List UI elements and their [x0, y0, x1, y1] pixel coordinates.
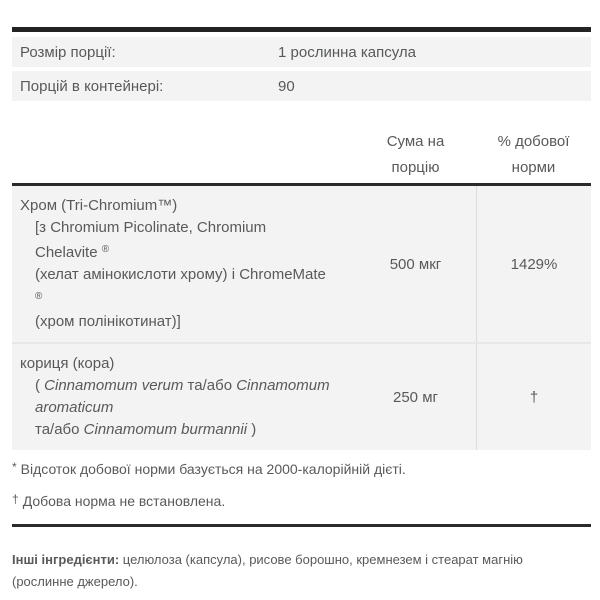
detail-line: (хром полінікотинат)] — [35, 313, 181, 330]
table-header-row — [12, 105, 591, 183]
other-ingredients-text: целюлоза (капсула), рисове борошно, кремнезем і стеарат магнію (рослинне джерело). — [12, 552, 523, 589]
footnote-dagger — [12, 492, 591, 509]
header-ingredient-column — [12, 129, 355, 181]
other-ingredients-label: Інші інгредієнти: — [12, 552, 120, 567]
daily-value: † — [476, 344, 591, 450]
header-dv-line1: % добової — [497, 133, 570, 150]
daily-value: 1429% — [476, 186, 591, 342]
footnote-text: Добова норма не встановлена. — [22, 493, 226, 509]
serving-size-row — [12, 37, 591, 67]
table-row-chromium — [12, 186, 591, 342]
detail-line: aromaticum — [35, 399, 114, 416]
servings-count-label: Порцій в контейнері: — [20, 77, 164, 95]
asterisk-mark: * — [12, 460, 17, 474]
footnote-daily-value — [12, 460, 591, 477]
ingredient-name-cell — [12, 344, 355, 450]
header-amount-line2: порцію — [391, 159, 440, 176]
other-ingredients — [12, 549, 591, 593]
detail-line: ( Cinnamomum verum та/або Cinnamomum — [35, 377, 330, 394]
dagger-mark: † — [12, 492, 19, 506]
servings-count-value: 90 — [278, 77, 295, 95]
table-row-cinnamon — [12, 342, 591, 450]
ingredient-details — [35, 375, 355, 441]
supplement-facts-panel — [12, 27, 591, 593]
ingredient-title: Хром (Tri-Chromium™) — [20, 197, 178, 214]
footnotes — [12, 460, 591, 509]
header-amount-per-serving — [355, 129, 476, 181]
header-amount-line1: Сума на — [386, 133, 445, 150]
ingredient-name-cell — [12, 186, 355, 342]
detail-line: ® — [35, 291, 43, 302]
ingredient-title: кориця (кора) — [20, 355, 115, 372]
servings-per-container-row — [12, 71, 591, 101]
serving-size-value: 1 рослинна капсула — [278, 43, 417, 61]
serving-size-label: Розмір порції: — [20, 43, 116, 61]
panel-top-border — [12, 27, 591, 32]
header-daily-value — [476, 129, 591, 181]
detail-line: та/або Cinnamomum burmannii ) — [35, 421, 257, 438]
detail-line: (хелат амінокислоти хрому) і ChromeMate — [35, 266, 326, 283]
header-dv-line2: норми — [511, 159, 556, 176]
footnote-text: Відсоток добової норми базується на 2000-калорійній дієті. — [20, 461, 406, 477]
amount-value: 500 мкг — [389, 255, 442, 273]
detail-line: [з Chromium Picolinate, Chromium — [35, 219, 267, 236]
ingredient-rows — [12, 186, 591, 450]
panel-bottom-border — [12, 524, 591, 527]
ingredient-details — [35, 217, 355, 333]
detail-line: Chelavite ® — [35, 244, 110, 261]
amount-value: 250 мг — [393, 388, 438, 406]
